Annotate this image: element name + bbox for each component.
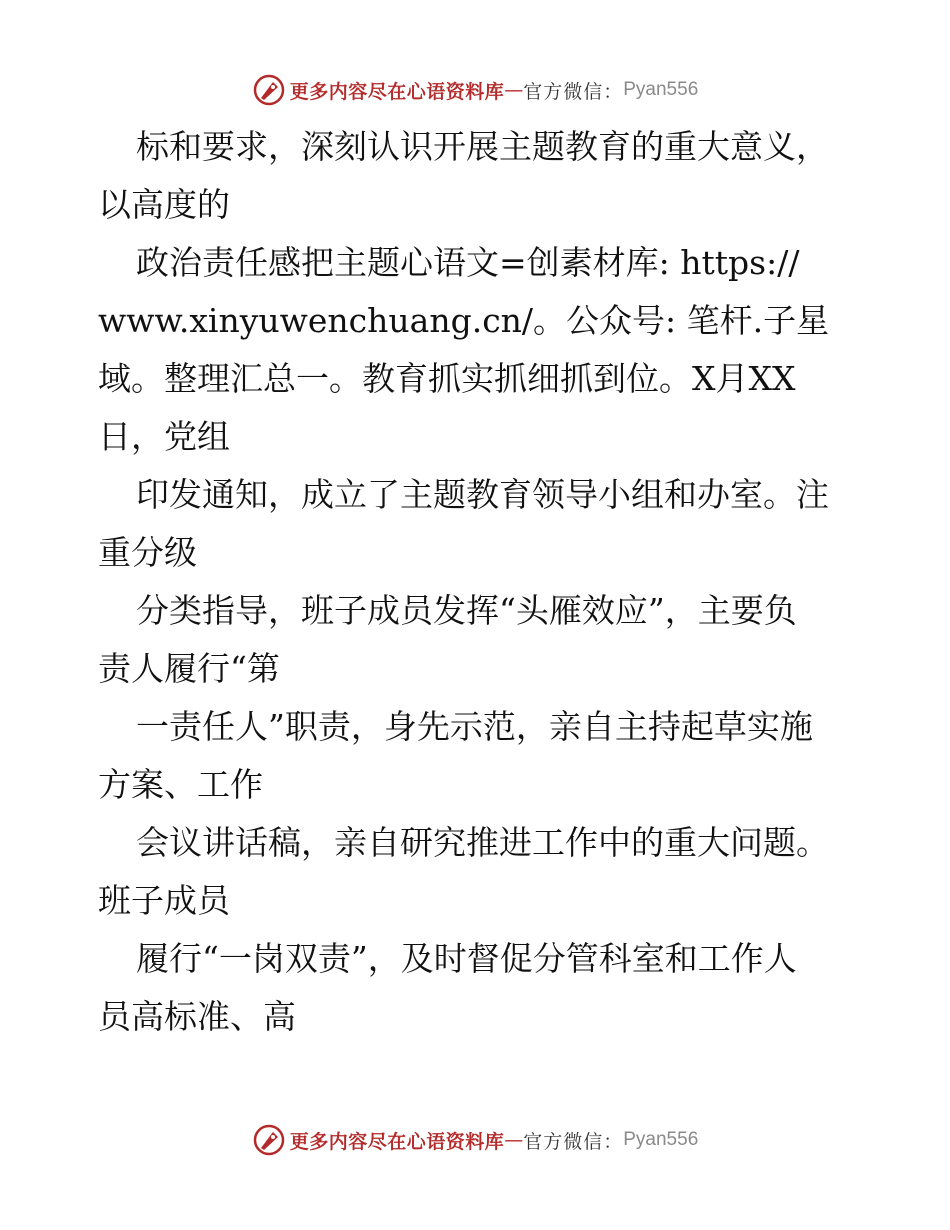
text-line: 重分级 [98,533,197,572]
footer-brand: 更多内容尽在心语资料库 [289,1130,505,1153]
footer-dash: — [504,1129,524,1151]
text-line: www.xinyuwenchuang.cn/。公众号: 笔杆.子星 [98,301,830,340]
text-line: 域。整理汇总一。教育抓实抓细抓到位。X月XX [98,359,796,398]
pen-nib-logo [252,1123,286,1157]
header-wechat-handle: Pyan556 [623,79,699,100]
text-line: 方案、工作 [98,765,263,804]
header-wechat-label: 官方微信： [523,80,624,103]
text-line: 会议讲话稿，亲自研究推进工作中的重大问题。 [136,823,829,862]
footer-banner [0,1120,950,1160]
text-line: 印发通知，成立了主题教育领导小组和办室。注 [136,475,829,514]
text-line: 日，党组 [98,417,230,456]
text-line: 分类指导，班子成员发挥“头雁效应”，主要负 [136,591,797,630]
text-line: 履行“一岗双责”，及时督促分管科室和工作人 [136,939,797,978]
text-line: 政治责任感把主题心语文=创素材库: https:// [136,243,800,282]
footer-wechat-handle: Pyan556 [623,1129,699,1150]
header-brand: 更多内容尽在心语资料库 [289,80,505,103]
text-line: 员高标准、高 [98,997,296,1036]
text-line: 班子成员 [98,881,230,920]
pen-nib-logo [252,73,286,107]
text-line: 标和要求，深刻认识开展主题教育的重大意义， [136,127,829,166]
document-body [98,118,858,1046]
header-banner [0,70,950,110]
text-line: 责人履行“第 [98,649,280,688]
footer-wechat-label: 官方微信： [523,1130,624,1153]
text-line: 一责任人”职责，身先示范，亲自主持起草实施 [136,707,813,746]
text-line: 以高度的 [98,185,230,224]
header-dash: — [504,79,524,101]
